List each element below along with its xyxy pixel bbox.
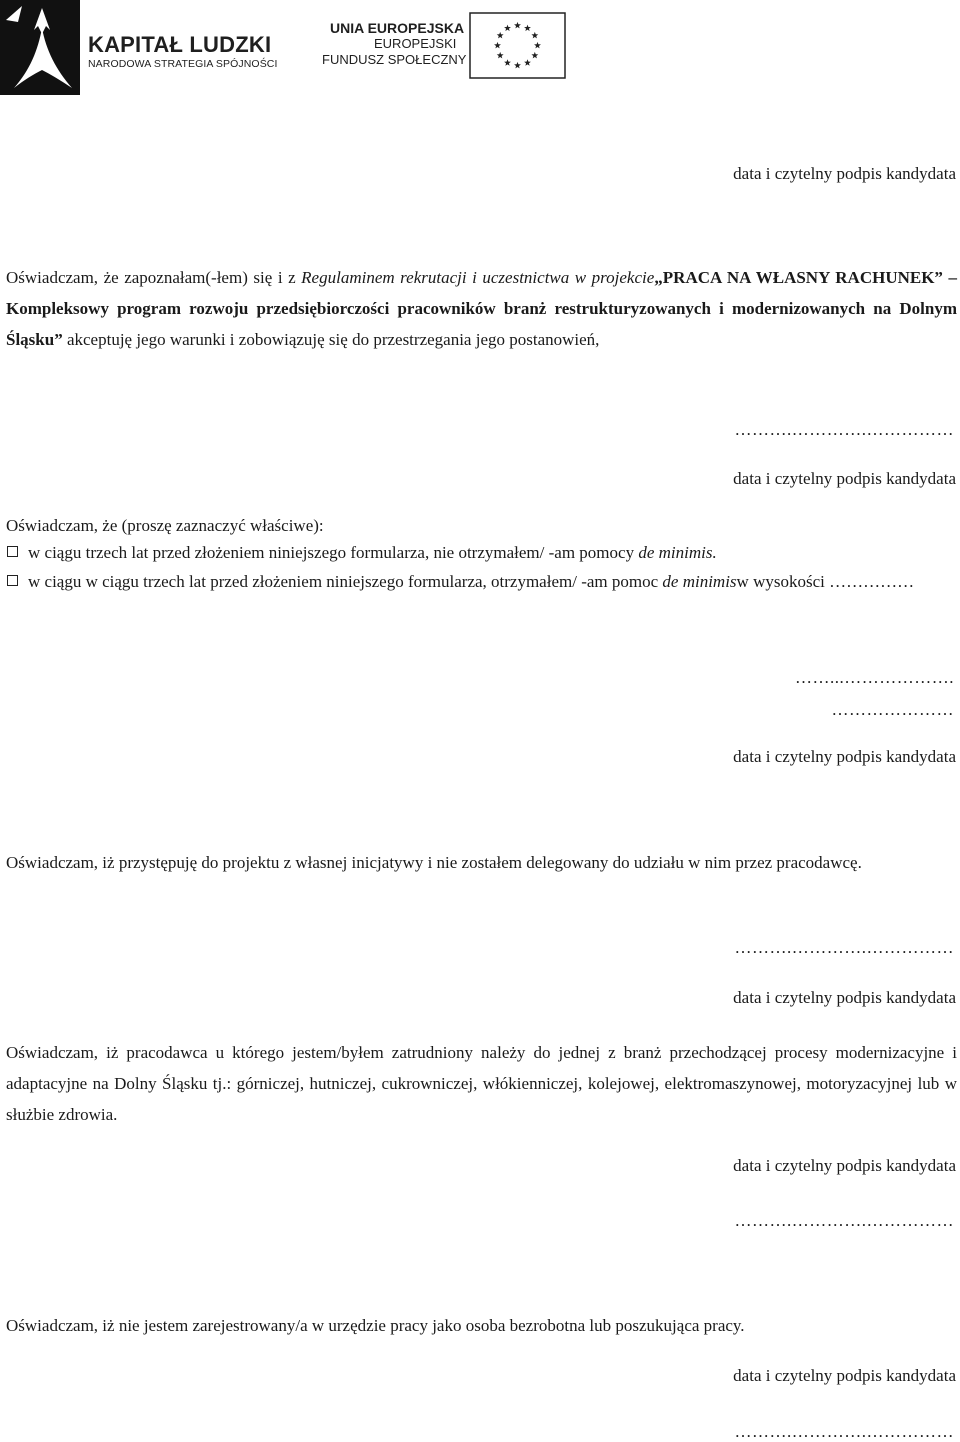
- deminimis-option-none: [6, 538, 957, 567]
- deminimis-option-received: [6, 567, 957, 596]
- signature-line-4[interactable]: ……….………….……………: [734, 1211, 954, 1230]
- declaration-not-unemployed: Oświadczam, iż nie jestem zarejestrowany/a w urzędzie pracy jako osoba bezrobotna lub poszukująca pracy.: [6, 1316, 745, 1335]
- signature-caption-2: data i czytelny podpis kandydata: [733, 469, 956, 488]
- eu-text-block: [322, 20, 467, 68]
- declaration-own-initiative: Oświadczam, iż przystępuję do projektu z własnej inicjatywy i nie zostałem delegowany do udziału w nim przez pracodawcę.: [6, 853, 862, 872]
- signature-line-5[interactable]: ……….………….……………: [734, 1422, 954, 1441]
- declaration-regulamin-tail: akceptuję jego warunki i zobowiązuję się do przestrzegania jego postanowień,: [62, 330, 600, 349]
- kapital-ludzki-subtitle: NARODOWA STRATEGIA SPÓJNOŚCI: [88, 58, 278, 70]
- kapital-ludzki-logo-icon: [0, 0, 80, 95]
- option-received-em: de minimis: [662, 572, 737, 591]
- eu-line-2: EUROPEJSKI: [374, 36, 457, 51]
- eu-line-3: FUNDUSZ SPOŁECZNY: [322, 52, 467, 67]
- signature-caption-1: data i czytelny podpis kandydata: [733, 164, 956, 183]
- signature-line-2b[interactable]: …………………: [831, 700, 954, 719]
- deminimis-intro: Oświadczam, że (proszę zaznaczyć właściwe):: [6, 516, 324, 535]
- option-received-text: w ciągu w ciągu trzech lat przed złożeniem niniejszego formularza, otrzymałem/ -am pomoc: [28, 572, 663, 591]
- option-none-text: w ciągu trzech lat przed złożeniem niniejszego formularza, nie otrzymałem/ -am pomocy: [28, 543, 639, 562]
- signature-caption-3: data i czytelny podpis kandydata: [733, 747, 956, 766]
- checkbox-icon[interactable]: [7, 546, 18, 557]
- signature-line-2a[interactable]: ……...……………….: [795, 668, 954, 687]
- eu-line-1: UNIA EUROPEJSKA: [330, 20, 465, 36]
- checkbox-icon[interactable]: [7, 575, 18, 586]
- eu-flag-icon: [469, 12, 566, 79]
- kapital-ludzki-title: KAPITAŁ LUDZKI: [88, 32, 272, 57]
- project-title: „PRACA NA WŁASNY RACHUNEK” – Kompleksowy program rozwoju przedsiębiorczości pracowników branż restrukturyzowanych i modernizowanych na Dolnym Śląsku”: [6, 268, 957, 349]
- declaration-regulamin: [6, 262, 957, 355]
- option-none-em: de minimis.: [638, 543, 717, 562]
- declaration-employer-industry: Oświadczam, iż pracodawca u którego jestem/byłem zatrudniony należy do jednej z branż przechodzącej procesy modernizacyjne i adaptacyjne na Dolny Śląsku tj.: górniczej, hutniczej, cukrowniczej, włókienniczej, kolejowej, elektromaszynowej, motoryzacyjnej lub w służbie zdrowia.: [6, 1043, 957, 1124]
- signature-line-3[interactable]: ……….………….……………: [734, 938, 954, 957]
- signature-caption-4: data i czytelny podpis kandydata: [733, 988, 956, 1007]
- signature-caption-5: data i czytelny podpis kandydata: [733, 1156, 956, 1175]
- option-received-tail[interactable]: w wysokości ……………: [736, 572, 915, 591]
- signature-caption-6: data i czytelny podpis kandydata: [733, 1366, 956, 1385]
- declaration-regulamin-intro: Oświadczam, że zapoznałam(-łem) się i z: [6, 268, 302, 287]
- signature-line-1[interactable]: ……….………….……………: [734, 420, 954, 439]
- regulamin-title: Regulaminem rekrutacji i uczestnictwa w projekcie: [301, 268, 655, 287]
